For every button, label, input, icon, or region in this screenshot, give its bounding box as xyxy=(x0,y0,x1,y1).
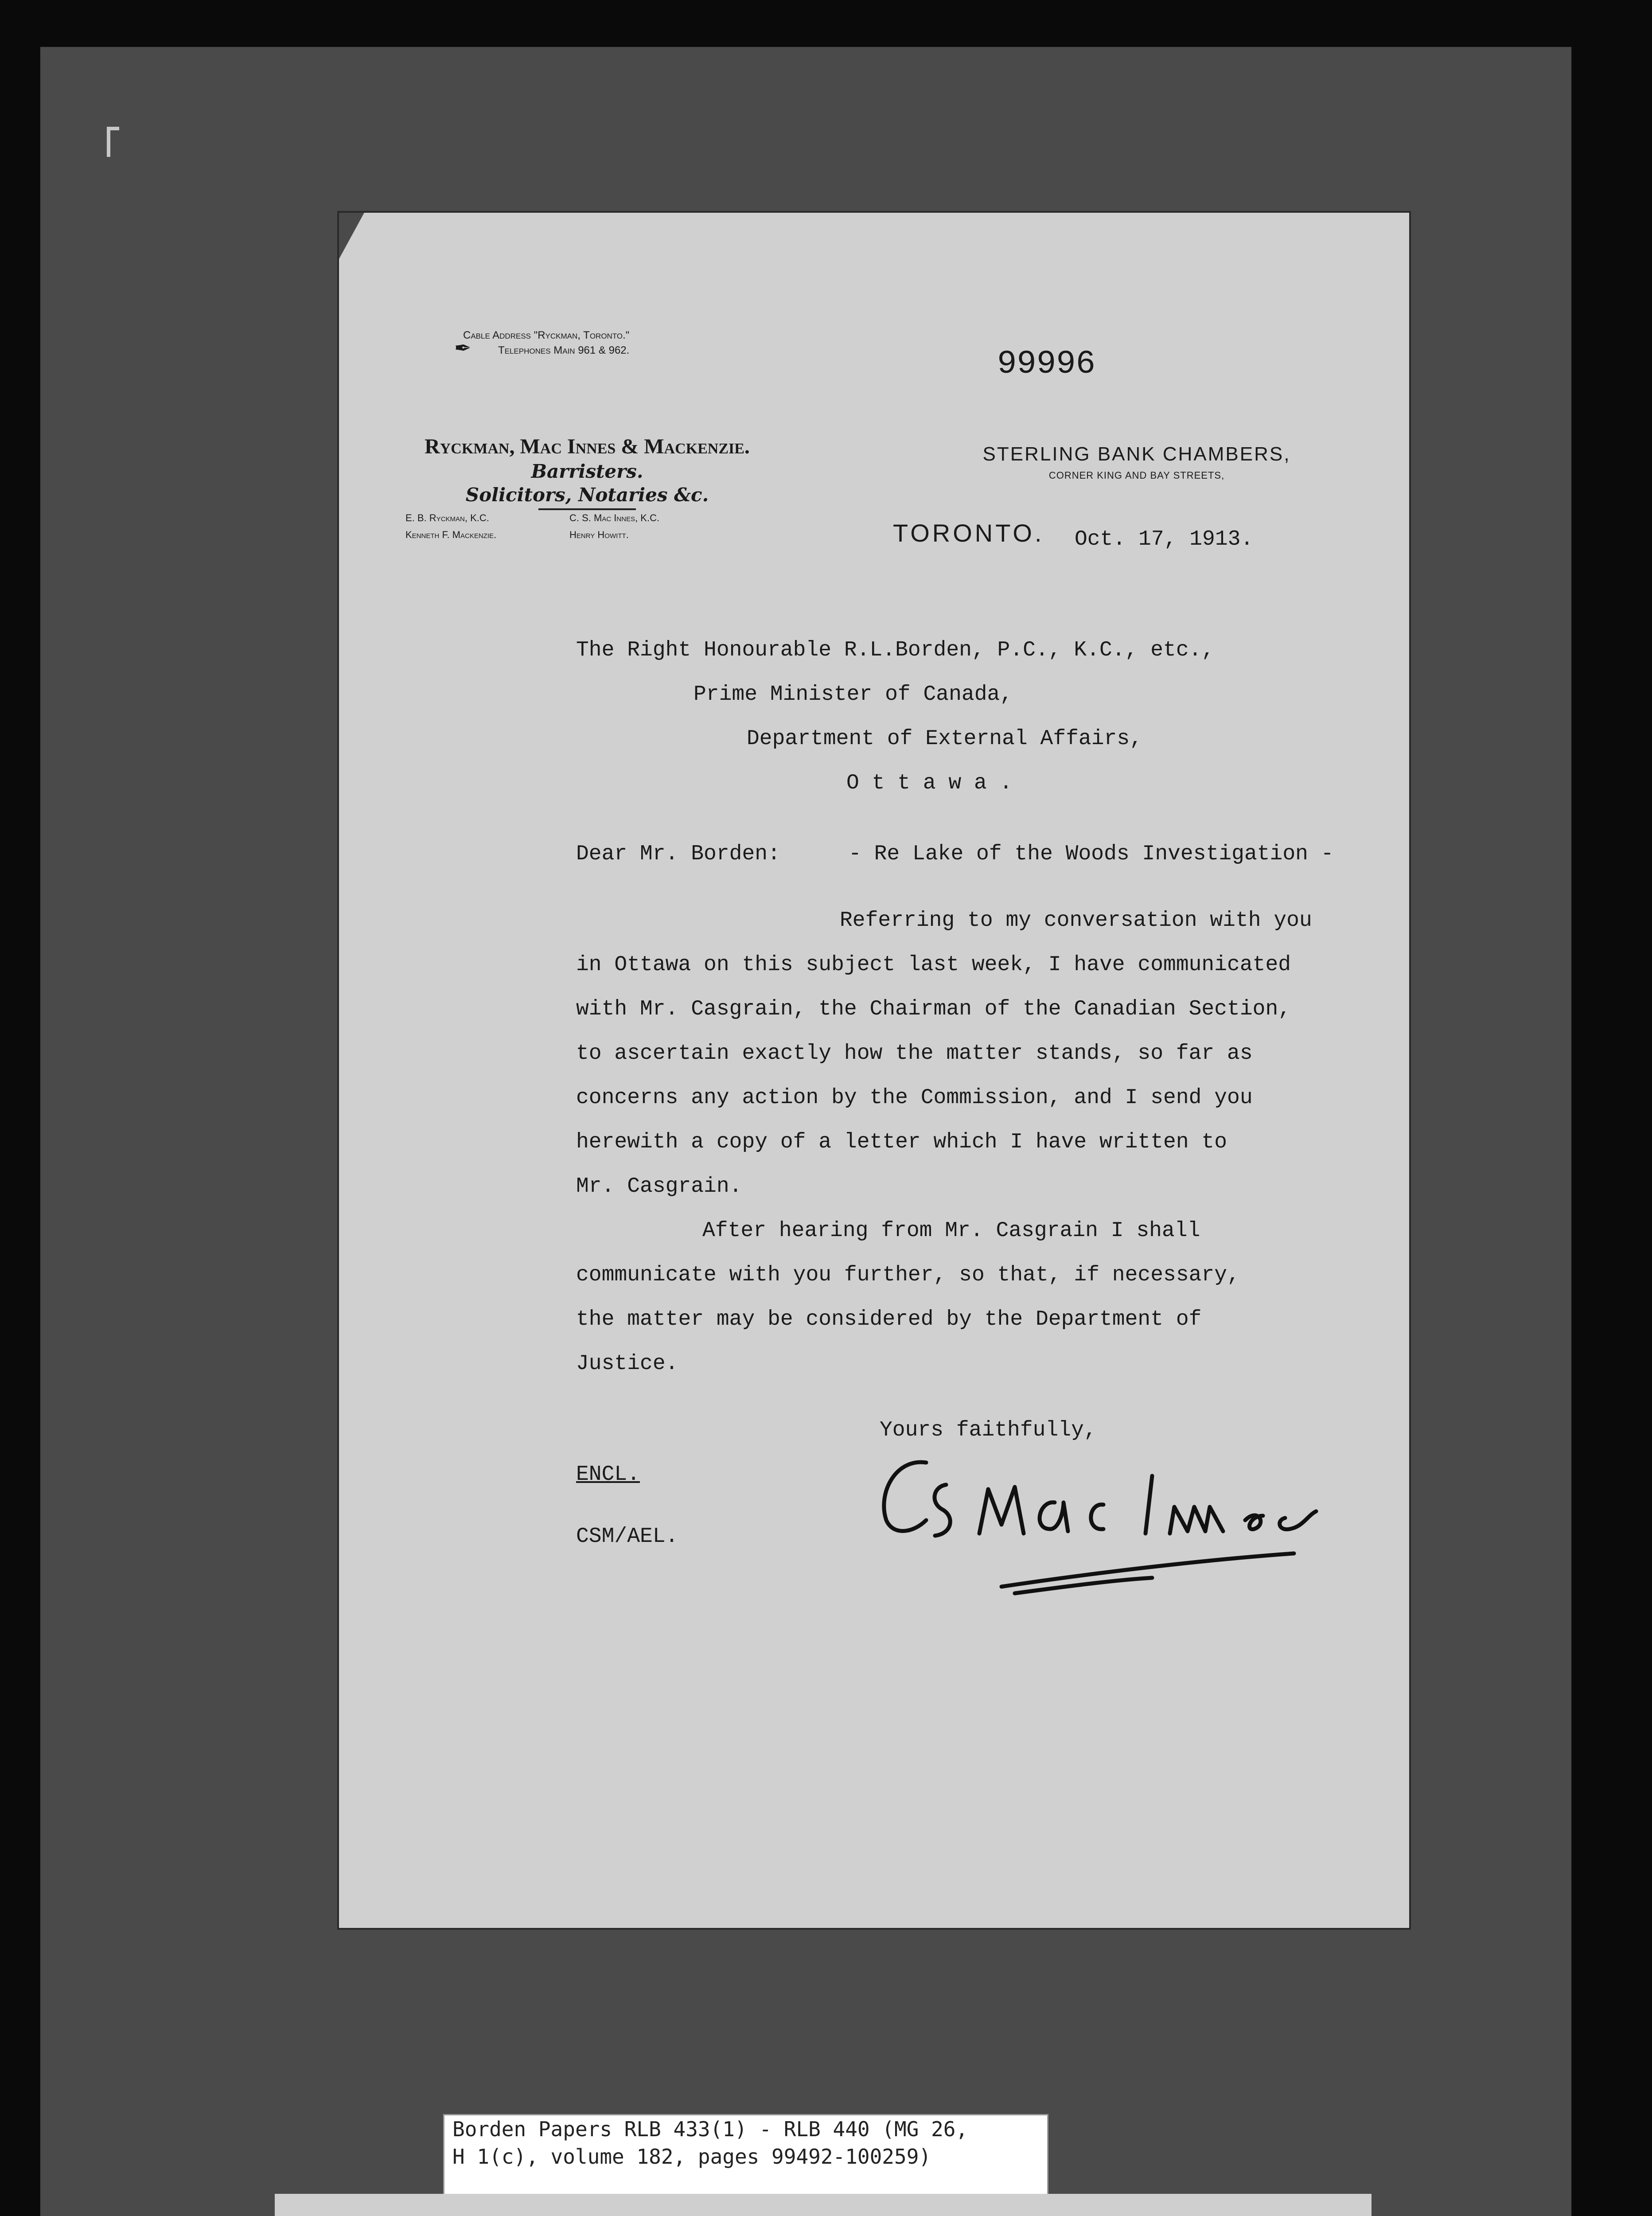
partner-name: C. S. Mac Innes, K.C. xyxy=(569,512,660,523)
letter-page xyxy=(339,213,1409,1928)
frame-corner-mark xyxy=(107,127,119,157)
letter-date: Oct. 17, 1913. xyxy=(1075,527,1254,551)
archive-reference-line: Borden Papers RLB 433(1) - RLB 440 (MG 26, xyxy=(452,2117,968,2141)
handwritten-signature xyxy=(869,1445,1334,1609)
recipient-line: Department of External Affairs, xyxy=(747,727,1142,751)
body-line: herewith a copy of a letter which I have written to xyxy=(576,1130,1227,1154)
body-line: the matter may be considered by the Department of xyxy=(576,1307,1202,1331)
archive-reference-label xyxy=(443,2114,1048,2196)
enclosure-note: ENCL. xyxy=(576,1463,640,1486)
subject-line: - Re Lake of the Woods Investigation - xyxy=(849,842,1334,866)
firm-profession: Barristers. xyxy=(531,460,643,482)
recipient-line: The Right Honourable R.L.Borden, P.C., K.C., etc., xyxy=(576,638,1215,662)
body-line: Justice. xyxy=(576,1352,678,1376)
body-line: concerns any action by the Commission, and I send you xyxy=(576,1086,1253,1110)
telephone-numbers: Telephones Main 961 & 962. xyxy=(498,344,630,356)
firm-profession-2: Solicitors, Notaries &c. xyxy=(465,484,709,506)
closing: Yours faithfully, xyxy=(880,1418,1097,1442)
document-number: 99996 xyxy=(997,346,1096,383)
cable-pen-icon: ✒ xyxy=(454,337,471,359)
recipient-line: Prime Minister of Canada, xyxy=(694,683,1013,706)
archive-reference-line: H 1(c), volume 182, pages 99492-100259) xyxy=(452,2145,931,2169)
partners-list xyxy=(405,510,742,543)
partner-name: Kenneth F. Mackenzie. xyxy=(405,529,497,540)
body-line: After hearing from Mr. Casgrain I shall xyxy=(702,1219,1200,1243)
partner-name: E. B. Ryckman, K.C. xyxy=(405,512,489,523)
recipient-line: O t t a w a . xyxy=(846,771,1013,795)
office-building: STERLING BANK CHAMBERS, xyxy=(982,443,1291,465)
firm-name: Ryckman, Mac Innes & Mackenzie. xyxy=(425,435,750,458)
city: TORONTO. xyxy=(893,519,1044,547)
salutation: Dear Mr. Borden: xyxy=(576,842,780,866)
partner-name: Henry Howitt. xyxy=(569,529,629,540)
firm-block xyxy=(388,434,787,510)
card-shadow-top xyxy=(275,2194,1371,2216)
body-line: communicate with you further, so that, if necessary, xyxy=(576,1263,1240,1287)
body-line: in Ottawa on this subject last week, I have communicated xyxy=(576,953,1291,977)
archive-card xyxy=(275,2194,1371,2216)
reference-initials: CSM/AEL. xyxy=(576,1525,678,1549)
office-street: CORNER KING AND BAY STREETS, xyxy=(1048,470,1225,481)
cable-address-block xyxy=(463,328,629,358)
office-address-block xyxy=(937,443,1336,481)
body-line: with Mr. Casgrain, the Chairman of the Canadian Section, xyxy=(576,997,1291,1021)
body-line: Mr. Casgrain. xyxy=(576,1174,742,1198)
cable-address: Cable Address "Ryckman, Toronto." xyxy=(463,329,630,341)
folded-corner xyxy=(339,213,365,261)
body-line: to ascertain exactly how the matter stands, so far as xyxy=(576,1042,1253,1065)
body-line: Referring to my conversation with you xyxy=(840,909,1312,932)
